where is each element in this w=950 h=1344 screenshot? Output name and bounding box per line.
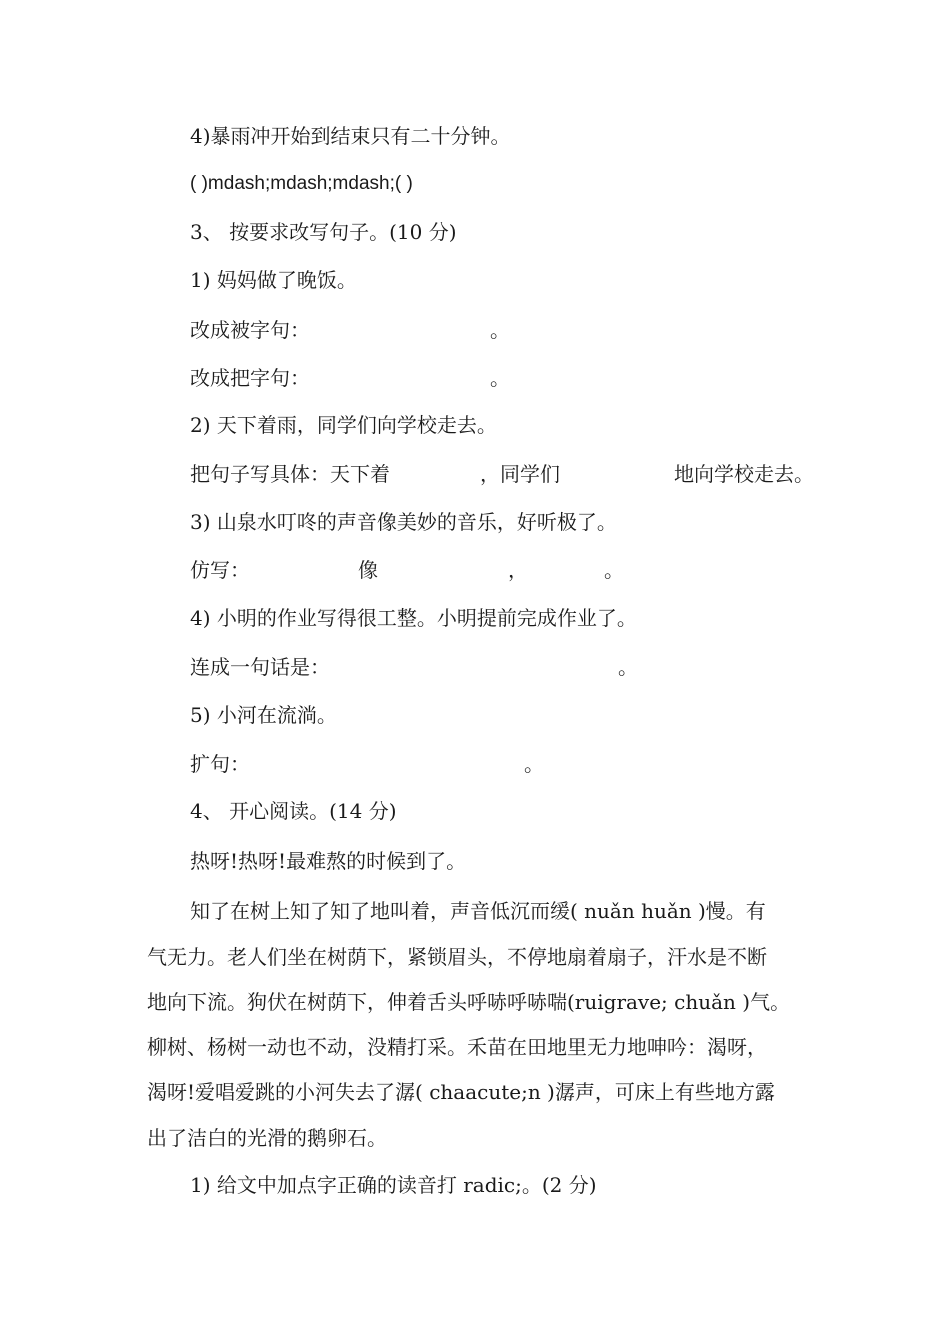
reading-passage-line-3: 地向下流。狗伏在树荫下，伸着舌头呼哧呼哧喘(ruigrave; chuǎn )气。 [147, 990, 791, 1014]
imitate-like: 像 [358, 558, 378, 582]
extend-label: 扩句： [190, 752, 250, 776]
ba-rewrite-line [190, 366, 590, 390]
imitate-label: 仿写： [190, 558, 250, 582]
expand-sentence-part-1: 把句子写具体：天下着 [190, 462, 390, 486]
passive-rewrite-line [190, 318, 590, 342]
combine-label: 连成一句话是： [190, 655, 330, 679]
question-2-sentence: 2) 天下着雨，同学们向学校走去。 [190, 413, 497, 437]
reading-title: 热呀!热呀!最难熬的时候到了。 [190, 849, 467, 873]
extend-period: 。 [524, 752, 544, 776]
question-1-sentence: 1) 妈妈做了晚饭。 [190, 268, 357, 292]
section-heading-3: 3、 按要求改写句子。(10 分) [190, 220, 457, 244]
imitate-comma: ， [508, 558, 528, 582]
combine-line [190, 655, 650, 679]
text-line-item-4: 4)暴雨冲开始到结束只有二十分钟。 [190, 124, 511, 148]
passive-rewrite-label: 改成被字句： [190, 318, 310, 342]
extend-line [190, 752, 570, 776]
ba-rewrite-period: 。 [490, 366, 510, 390]
reading-passage-line-6: 出了洁白的光滑的鹅卵石。 [147, 1126, 387, 1150]
text-line-blanks: ( )mdash;mdash;mdash;( ) [190, 173, 413, 194]
ba-rewrite-label: 改成把字句： [190, 366, 310, 390]
reading-passage-line-2: 气无力。老人们坐在树荫下，紧锁眉头，不停地扇着扇子，汗水是不断 [147, 945, 767, 969]
expand-sentence-line [190, 462, 830, 486]
expand-sentence-part-3: 地向学校走去。 [674, 462, 814, 486]
passive-rewrite-period: 。 [490, 318, 510, 342]
reading-question-1: 1) 给文中加点字正确的读音打 radic;。(2 分) [190, 1173, 597, 1197]
reading-passage-line-1: 知了在树上知了知了地叫着，声音低沉而缓( nuǎn huǎn )慢。有 [190, 899, 766, 923]
question-5-sentence: 5) 小河在流淌。 [190, 703, 337, 727]
question-4-sentence: 4) 小明的作业写得很工整。小明提前完成作业了。 [190, 606, 637, 630]
expand-sentence-part-2: ，同学们 [480, 462, 560, 486]
section-heading-4: 4、 开心阅读。(14 分) [190, 799, 397, 823]
reading-passage-line-4: 柳树、杨树一动也不动，没精打采。禾苗在田地里无力地呻吟：渴呀， [147, 1035, 767, 1059]
imitate-period: 。 [604, 558, 624, 582]
reading-passage-line-5: 渴呀!爱唱爱跳的小河失去了潺( chaacute;n )潺声，可床上有些地方露 [147, 1080, 775, 1104]
combine-period: 。 [618, 655, 638, 679]
question-3-sentence: 3) 山泉水叮咚的声音像美妙的音乐，好听极了。 [190, 510, 617, 534]
imitate-line [190, 558, 650, 582]
